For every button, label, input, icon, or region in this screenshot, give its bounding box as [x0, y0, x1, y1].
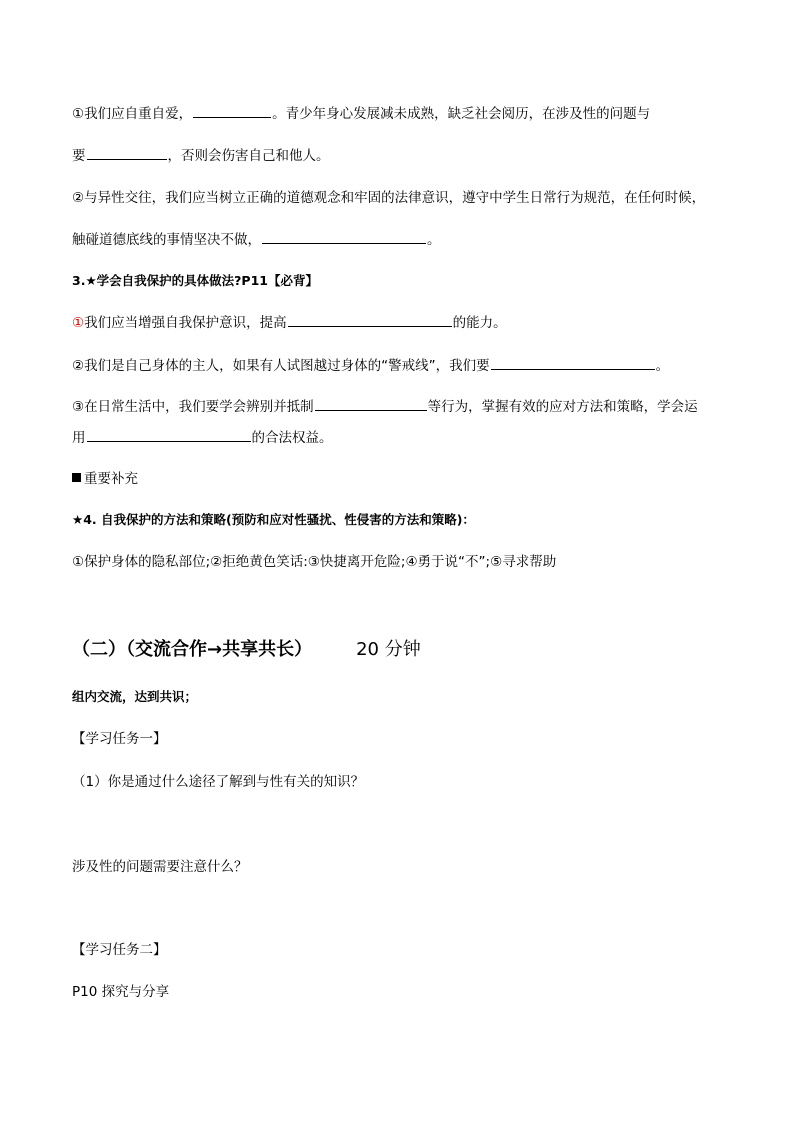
- text: 用: [72, 430, 86, 446]
- text: 触碰道德底线的事情坚决不做，: [72, 232, 261, 248]
- time-label: 20 分钟: [356, 639, 421, 660]
- fill-blank[interactable]: [315, 396, 427, 411]
- part-2-intro: 组内交流，达到共识；: [72, 689, 198, 704]
- section-3-item-3-cont: [72, 427, 333, 448]
- heading-text: （二）（交流合作→共享共长）: [72, 639, 313, 660]
- paragraph-opposite-sex: [72, 188, 705, 208]
- square-bullet-icon: [72, 473, 81, 482]
- text: 等行为，掌握有效的应对方法和策略，学会运: [427, 399, 698, 415]
- text: 。: [427, 232, 441, 248]
- text: 重要补充: [84, 471, 138, 487]
- paragraph-self-respect: [72, 103, 650, 124]
- text: 的能力。: [452, 315, 507, 331]
- fill-blank[interactable]: [262, 229, 426, 244]
- text: ②与异性交往，我们应当树立正确的道德观念和牢固的法律意识，遵守中学生日常行为规范，在任何时候，: [72, 190, 706, 206]
- task-2-item: P10 探究与分享: [72, 984, 170, 1000]
- supplement-label: [72, 469, 138, 489]
- text: ③在日常生活中，我们要学会辨别并抵制: [72, 399, 314, 415]
- fill-blank[interactable]: [193, 103, 271, 118]
- section-3-item-3: [72, 396, 698, 417]
- section-4-title: ★4. 自我保护的方法和策略(预防和应对性骚扰、性侵害的方法和策略)：: [72, 512, 475, 527]
- section-3-item-1: [72, 312, 507, 333]
- text: 我们应当增强自我保护意识，提高: [84, 315, 287, 331]
- task-1-label: 【学习任务一】: [72, 731, 167, 747]
- section-3-title: 3.★学会自我保护的具体做法?P11【必背】: [72, 273, 318, 288]
- section-4-content: ①保护身体的隐私部位;②拒绝黄色笑话:③快捷离开危险;④勇于说“不”;⑤寻求帮助: [72, 554, 557, 570]
- text: 。: [655, 358, 670, 374]
- item-number: ①: [72, 315, 85, 331]
- text: 的合法权益。: [251, 430, 333, 446]
- text: ②我们是自己身体的主人，如果有人试图越过身体的“警戒线”，我们要: [72, 358, 490, 374]
- fill-blank[interactable]: [87, 427, 251, 442]
- paragraph-opposite-sex-cont: [72, 229, 441, 250]
- fill-blank[interactable]: [288, 312, 452, 327]
- text: ，否则会伤害自己和他人。: [167, 148, 330, 164]
- paragraph-self-respect-cont: [72, 145, 330, 166]
- fill-blank[interactable]: [491, 355, 655, 370]
- section-3-item-2: [72, 355, 669, 376]
- text: ①我们应自重自爱，: [72, 106, 193, 122]
- part-2-heading: [72, 640, 421, 660]
- text: 。青少年身心发展减未成熟，缺乏社会阅历，在涉及性的问题与: [272, 106, 651, 122]
- task-2-label: 【学习任务二】: [72, 942, 167, 958]
- task-1-question-2: 涉及性的问题需要注意什么？: [72, 859, 248, 875]
- text: 要: [72, 148, 86, 164]
- task-1-question-1: （1）你是通过什么途径了解到与性有关的知识？: [72, 774, 365, 790]
- fill-blank[interactable]: [87, 145, 167, 160]
